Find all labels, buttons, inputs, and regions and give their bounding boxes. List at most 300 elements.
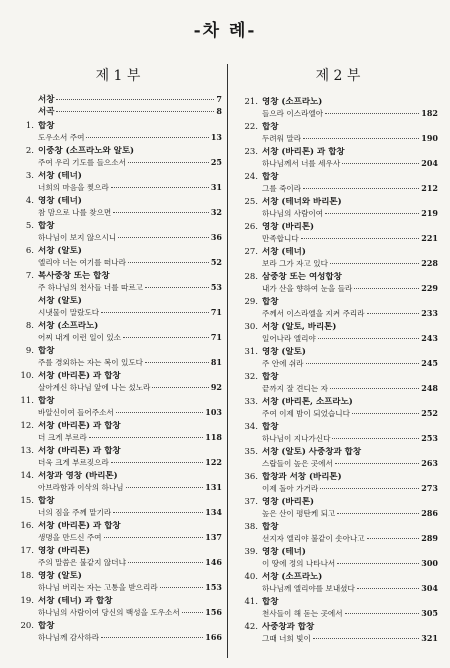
toc-entry-title: 합창 bbox=[262, 422, 279, 432]
dot-leader bbox=[337, 563, 419, 564]
toc-entry-page: 252 bbox=[421, 408, 438, 418]
toc-entry-row bbox=[38, 357, 222, 368]
toc-entry-subtitle: 스랍들이 높은 곳에서 bbox=[262, 459, 333, 468]
toc-entry-title: 서창 (소프라노) bbox=[262, 572, 323, 582]
toc-entry-number: 26. bbox=[244, 222, 258, 232]
toc-entry-number: 5. bbox=[25, 221, 34, 231]
toc-entry-title: 영창 (테너) bbox=[262, 547, 306, 557]
toc-entry bbox=[14, 171, 222, 193]
toc-entry bbox=[238, 447, 438, 469]
toc-entry-subtitle: 살아계신 하나님 앞에 나는 섰노라 bbox=[38, 383, 151, 392]
toc-entry-title: 서창 (바리톤, 소프라노) bbox=[262, 397, 353, 407]
toc-entry-row bbox=[262, 183, 438, 194]
toc-entry bbox=[238, 97, 438, 119]
toc-entry-subtitle: 너희의 마음을 찢으라 bbox=[38, 183, 109, 192]
toc-entry-subtitle: 주 하나님의 천사들 너를 따르고 bbox=[38, 283, 144, 292]
toc-entry bbox=[238, 622, 438, 644]
toc-entry-body bbox=[38, 596, 222, 618]
dot-leader bbox=[113, 512, 203, 513]
toc-entry-row bbox=[262, 508, 438, 519]
toc-entry-number: 32. bbox=[244, 372, 258, 382]
toc-entry-title: 서창 bbox=[38, 95, 55, 105]
toc-entry-body bbox=[262, 547, 438, 569]
toc-entry-number: 8. bbox=[25, 321, 34, 331]
toc-entry bbox=[238, 597, 438, 619]
toc-entry-number: 17. bbox=[20, 546, 34, 556]
dot-leader bbox=[86, 137, 208, 138]
toc-entry-title: 서곡 bbox=[38, 107, 55, 117]
toc-entry bbox=[14, 446, 222, 468]
toc-entry-title: 서창 (바리톤) 과 합창 bbox=[38, 521, 121, 531]
toc-entry-subtitle: 생명을 만드신 주여 bbox=[38, 533, 102, 542]
toc-entry-title: 서창 (바리톤) 과 합창 bbox=[38, 371, 121, 381]
toc-entry-title: 서창 (바리톤) 과 합창 bbox=[38, 421, 121, 431]
toc-entry-page: 253 bbox=[421, 433, 438, 443]
dot-leader bbox=[354, 288, 419, 289]
toc-entry-number: 9. bbox=[25, 346, 34, 356]
toc-entry bbox=[14, 371, 222, 393]
toc-entry bbox=[14, 546, 222, 568]
toc-entry bbox=[14, 496, 222, 518]
toc-entry-page: 103 bbox=[205, 407, 222, 417]
toc-entry-page: 81 bbox=[210, 357, 222, 367]
dot-leader bbox=[313, 638, 419, 639]
toc-entry-body bbox=[38, 246, 222, 268]
toc-entry-title: 복사중창 또는 합창 bbox=[38, 271, 110, 281]
dot-leader bbox=[128, 562, 203, 563]
toc-entry bbox=[14, 121, 222, 143]
toc-entry-page: 7 bbox=[216, 94, 222, 104]
toc-entry-page: 286 bbox=[421, 508, 438, 518]
toc-entry-number: 36. bbox=[244, 472, 258, 482]
toc-entry-page: 118 bbox=[205, 432, 222, 442]
toc-entry-page: 212 bbox=[421, 183, 438, 193]
toc-entry-body bbox=[262, 497, 438, 519]
toc-entry-subtitle: 주여 이제 밤이 되었습니다 bbox=[262, 409, 350, 418]
dot-leader bbox=[104, 537, 204, 538]
toc-entry-subtitle: 바알신이여 들어주소서 bbox=[38, 408, 114, 417]
toc-entry-page: 153 bbox=[205, 582, 222, 592]
toc-entry-body bbox=[262, 272, 438, 294]
toc-entry-number: 35. bbox=[244, 447, 258, 457]
toc-entry-body bbox=[262, 622, 438, 644]
toc-entry-page: 229 bbox=[421, 283, 438, 293]
toc-entry-page: 228 bbox=[421, 258, 438, 268]
toc-entry-number: 14. bbox=[20, 471, 34, 481]
dot-leader bbox=[128, 162, 209, 163]
dot-leader bbox=[337, 513, 419, 514]
part1-heading: 제 1 부 bbox=[95, 68, 141, 84]
toc-entry-subtitle: 하나님께서 너를 세우사 bbox=[262, 159, 341, 168]
toc-entry-page: 245 bbox=[421, 358, 438, 368]
toc-entry-body bbox=[262, 322, 438, 344]
toc-entry-subtitle: 천사들이 해 돋는 곳에서 bbox=[262, 609, 343, 618]
toc-entry bbox=[14, 421, 222, 443]
toc-entry-row bbox=[38, 207, 222, 218]
toc-entry-number: 19. bbox=[20, 596, 34, 606]
toc-entry bbox=[238, 497, 438, 519]
toc-entry-subtitle: 일어나라 엘리야 bbox=[262, 334, 316, 343]
toc-entry-body bbox=[262, 222, 438, 244]
toc-entry bbox=[14, 521, 222, 543]
toc-entry-body bbox=[262, 572, 438, 594]
dot-leader bbox=[101, 637, 203, 638]
toc-entry-row bbox=[262, 308, 438, 319]
toc-entry-row bbox=[38, 507, 222, 518]
toc-entry-title: 합창 bbox=[38, 121, 55, 131]
toc-entry-title: 영창 (소프라노) bbox=[262, 97, 323, 107]
toc-entry-subtitle: 하나님 버리는 자는 고통을 받으리라 bbox=[38, 583, 158, 592]
toc-entry-number: 37. bbox=[244, 497, 258, 507]
toc-entry-subtitle: 하나님께 엘리야를 보내셨다 bbox=[262, 584, 355, 593]
toc-entry-subtitle: 더 크게 부르라 bbox=[38, 433, 87, 442]
toc-entry bbox=[14, 471, 222, 493]
toc-entry-title: 영창 (바리톤) bbox=[262, 497, 315, 507]
dot-leader bbox=[320, 488, 419, 489]
toc-entry-row bbox=[262, 133, 438, 144]
toc-entry-body bbox=[262, 347, 438, 369]
toc-entry-subtitle: 너의 짐을 주께 맡기라 bbox=[38, 508, 112, 517]
dot-leader bbox=[335, 463, 419, 464]
toc-entry-row bbox=[262, 233, 438, 244]
part1-column bbox=[14, 64, 222, 643]
toc-entry-page: 131 bbox=[205, 482, 222, 492]
toc-entry-row bbox=[262, 633, 438, 644]
toc-entry-row bbox=[262, 208, 438, 219]
dot-leader bbox=[303, 138, 419, 139]
toc-entry-number: 12. bbox=[20, 421, 34, 431]
dot-leader bbox=[342, 163, 419, 164]
toc-entry-subtitle: 끝까지 잘 견디는 자 bbox=[262, 384, 328, 393]
toc-entry-body bbox=[262, 397, 438, 419]
toc-entry-number: 21. bbox=[244, 97, 258, 107]
toc-entry-body bbox=[262, 247, 438, 269]
toc-entry bbox=[14, 321, 222, 343]
toc-entry-body bbox=[38, 521, 222, 543]
toc-entry-body bbox=[38, 471, 222, 493]
toc-entry-page: 8 bbox=[216, 106, 222, 116]
toc-entry-body bbox=[38, 106, 222, 118]
toc-entry bbox=[238, 272, 438, 294]
toc-entry-number: 1. bbox=[25, 121, 34, 131]
toc-entry-body bbox=[38, 321, 222, 343]
toc-entry-number: 22. bbox=[244, 122, 258, 132]
toc-entry bbox=[14, 296, 222, 318]
toc-entry-number: 15. bbox=[20, 496, 34, 506]
toc-entry bbox=[238, 397, 438, 419]
toc-entry-page: 25 bbox=[210, 157, 222, 167]
toc-entry-title: 서창 (알토) bbox=[38, 296, 82, 306]
column-divider bbox=[227, 64, 228, 658]
toc-entry-row bbox=[38, 157, 222, 168]
toc-entry-body bbox=[38, 496, 222, 518]
toc-entry bbox=[238, 547, 438, 569]
toc-entry-body bbox=[38, 94, 222, 106]
toc-entry-page: 13 bbox=[210, 132, 222, 142]
toc-entry-page: 219 bbox=[421, 208, 438, 218]
part1-preface-list bbox=[14, 94, 222, 118]
toc-entry-number: 28. bbox=[244, 272, 258, 282]
dot-leader bbox=[101, 312, 209, 313]
toc-entry-subtitle: 엘리야 너는 여기를 떠나라 bbox=[38, 258, 126, 267]
toc-entry-page: 190 bbox=[421, 133, 438, 143]
toc-entry-subtitle: 들으라 이스라엘아 bbox=[262, 109, 324, 118]
toc-entry-row bbox=[262, 358, 438, 369]
toc-entry-body bbox=[38, 371, 222, 393]
toc-entry-page: 304 bbox=[421, 583, 438, 593]
toc-entry-page: 134 bbox=[205, 507, 222, 517]
toc-entry-title: 서창 (알토, 바리톤) bbox=[262, 322, 337, 332]
toc-entry-page: 36 bbox=[210, 232, 222, 242]
toc-entry-body bbox=[262, 422, 438, 444]
toc-entry-title: 사중창과 합창 bbox=[262, 622, 315, 632]
toc-entry-row bbox=[38, 282, 222, 293]
toc-entry-number: 6. bbox=[25, 246, 34, 256]
toc-entry-body bbox=[38, 146, 222, 168]
toc-entry-number: 10. bbox=[20, 371, 34, 381]
toc-entry bbox=[238, 322, 438, 344]
toc-entry-number: 2. bbox=[25, 146, 34, 156]
toc-entry bbox=[14, 571, 222, 593]
toc-entry-page: 71 bbox=[210, 332, 222, 342]
toc-entry-page: 156 bbox=[205, 607, 222, 617]
toc-entry-row bbox=[38, 632, 222, 643]
toc-entry-body bbox=[38, 346, 222, 368]
toc-entry-row bbox=[262, 533, 438, 544]
toc-entry-page: 52 bbox=[210, 257, 222, 267]
toc-entry-title: 합창 bbox=[38, 621, 55, 631]
toc-entry-row bbox=[38, 407, 222, 418]
toc-entry-title: 합창과 서창 (바리톤) bbox=[262, 472, 342, 482]
toc-entry-title: 합창 bbox=[262, 372, 279, 382]
toc-entry bbox=[14, 271, 222, 293]
toc-entry-page: 248 bbox=[421, 383, 438, 393]
toc-entry-subtitle: 높은 산이 평탄케 되고 bbox=[262, 509, 336, 518]
toc-entry-title: 서창 (테너) 과 합창 bbox=[38, 596, 113, 606]
toc-entry-title: 합창 bbox=[38, 221, 55, 231]
toc-entry-subtitle: 만족합니다 bbox=[262, 234, 299, 243]
toc-entry-number: 31. bbox=[244, 347, 258, 357]
dot-leader bbox=[303, 188, 419, 189]
toc-entry-subtitle: 주여 우리 기도를 들으소서 bbox=[38, 158, 126, 167]
dot-leader bbox=[301, 238, 420, 239]
toc-entry bbox=[14, 396, 222, 418]
toc-entry-body bbox=[38, 221, 222, 243]
dot-leader bbox=[306, 363, 420, 364]
toc-entry-page: 243 bbox=[421, 333, 438, 343]
toc-entry-title: 합창 bbox=[262, 597, 279, 607]
part2-column bbox=[238, 64, 438, 644]
toc-entry-title: 합창 bbox=[262, 522, 279, 532]
toc-entry-row bbox=[38, 557, 222, 568]
part2-heading: 제 2 부 bbox=[315, 68, 361, 84]
toc-entry-number: 3. bbox=[25, 171, 34, 181]
dot-leader bbox=[118, 237, 209, 238]
dot-leader bbox=[330, 388, 419, 389]
toc-entry-page: 166 bbox=[205, 632, 222, 642]
toc-entry-number: 33. bbox=[244, 397, 258, 407]
toc-entry bbox=[14, 596, 222, 618]
toc-entry-number: 11. bbox=[20, 396, 34, 406]
toc-entry-subtitle: 더욱 크게 부르짖으라 bbox=[38, 458, 109, 467]
toc-entry-row bbox=[38, 94, 222, 106]
dot-leader bbox=[325, 113, 419, 114]
toc-entry-title: 서창 (바리톤) 과 합창 bbox=[38, 446, 121, 456]
toc-entry-row bbox=[262, 433, 438, 444]
toc-entry-title: 서창과 영창 (바리톤) bbox=[38, 471, 118, 481]
toc-entry-row bbox=[38, 432, 222, 443]
toc-entry bbox=[14, 246, 222, 268]
toc-entry-body bbox=[38, 621, 222, 643]
dot-leader bbox=[330, 263, 419, 264]
toc-entry-number: 27. bbox=[244, 247, 258, 257]
toc-entry-body bbox=[262, 147, 438, 169]
toc-entry-row bbox=[262, 583, 438, 594]
toc-entry-number: 42. bbox=[244, 622, 258, 632]
toc-entry-row bbox=[262, 158, 438, 169]
toc-entry bbox=[238, 422, 438, 444]
toc-entry-subtitle: 주를 경외하는 자는 복이 있도다 bbox=[38, 358, 144, 367]
toc-entry-page: 233 bbox=[421, 308, 438, 318]
toc-entry-title: 합창 bbox=[38, 396, 55, 406]
toc-entry-subtitle: 선지자 엘리야 불같이 솟아나고 bbox=[262, 534, 365, 543]
toc-entry-row bbox=[38, 257, 222, 268]
dot-leader bbox=[357, 588, 419, 589]
toc-entry-subtitle: 주 안에 쉬라 bbox=[262, 359, 304, 368]
toc-entry-title: 영창 (알토) bbox=[262, 347, 306, 357]
toc-entry-body bbox=[38, 446, 222, 468]
toc-entry-row bbox=[262, 558, 438, 569]
toc-entry-title: 서창 (알토) 사중창과 합창 bbox=[262, 447, 362, 457]
toc-entry-title: 영창 (테너) bbox=[38, 196, 82, 206]
toc-entry-page: 263 bbox=[421, 458, 438, 468]
toc-entry-body bbox=[262, 447, 438, 469]
dot-leader bbox=[182, 612, 204, 613]
toc-entry-page: 71 bbox=[210, 307, 222, 317]
toc-entry-number: 38. bbox=[244, 522, 258, 532]
dot-leader bbox=[152, 387, 209, 388]
toc-entry-row bbox=[38, 307, 222, 318]
dot-leader bbox=[123, 337, 209, 338]
toc-entry-subtitle: 주께서 이스라엘을 지켜 주리라 bbox=[262, 309, 365, 318]
toc-entry-subtitle: 하나님께 감사하라 bbox=[38, 633, 100, 642]
toc-entry-page: 53 bbox=[210, 282, 222, 292]
toc-entry-row bbox=[38, 582, 222, 593]
toc-entry-title: 합창 bbox=[262, 172, 279, 182]
toc-entry-row bbox=[38, 482, 222, 493]
toc-entry-row bbox=[38, 106, 222, 118]
toc-entry-title: 영창 (알토) bbox=[38, 571, 82, 581]
toc-entry-row bbox=[38, 382, 222, 393]
toc-entry-number: 24. bbox=[244, 172, 258, 182]
dot-leader bbox=[111, 187, 209, 188]
toc-entry bbox=[14, 196, 222, 218]
toc-entry-body bbox=[38, 546, 222, 568]
toc-entry-row bbox=[262, 383, 438, 394]
toc-entry-title: 서창 (테너) bbox=[262, 247, 306, 257]
dot-leader bbox=[318, 338, 420, 339]
toc-entry-page: 289 bbox=[421, 533, 438, 543]
toc-entry-body bbox=[262, 472, 438, 494]
dot-leader bbox=[128, 262, 209, 263]
toc-entry-subtitle: 참 맘으로 나를 찾으면 bbox=[38, 208, 112, 217]
toc-entry-row bbox=[262, 333, 438, 344]
toc-entry-page: 92 bbox=[210, 382, 222, 392]
toc-entry-page: 31 bbox=[210, 182, 222, 192]
toc-entry-body bbox=[38, 271, 222, 293]
toc-entry-body bbox=[262, 197, 438, 219]
toc-entry-title: 합창 bbox=[262, 297, 279, 307]
toc-entry-number: 20. bbox=[20, 621, 34, 631]
dot-leader bbox=[126, 487, 204, 488]
toc-entry-page: 146 bbox=[205, 557, 222, 567]
toc-entry-title: 합창 bbox=[38, 346, 55, 356]
toc-entry bbox=[14, 94, 222, 106]
toc-entry-row bbox=[262, 483, 438, 494]
toc-entry-number: 34. bbox=[244, 422, 258, 432]
dot-leader bbox=[89, 437, 203, 438]
toc-entry-title: 이중창 (소프라노와 알토) bbox=[38, 146, 135, 156]
page-title: -차 례- bbox=[193, 21, 257, 41]
dot-leader bbox=[332, 438, 419, 439]
toc-entry-subtitle: 주의 말씀은 불같지 않더냐 bbox=[38, 558, 126, 567]
toc-entry bbox=[238, 347, 438, 369]
toc-entry-body bbox=[262, 97, 438, 119]
toc-entry-subtitle: 시냇물이 말랐도다 bbox=[38, 308, 100, 317]
toc-entry-page: 122 bbox=[205, 457, 222, 467]
toc-entry bbox=[238, 172, 438, 194]
toc-entry-row bbox=[38, 182, 222, 193]
toc-entry-number: 25. bbox=[244, 197, 258, 207]
toc-entry-page: 32 bbox=[210, 207, 222, 217]
toc-entry-subtitle: 도우소서 주여 bbox=[38, 133, 85, 142]
dot-leader bbox=[56, 99, 214, 100]
toc-entry-page: 300 bbox=[421, 558, 438, 568]
toc-entry-body bbox=[262, 597, 438, 619]
toc-entry bbox=[238, 522, 438, 544]
toc-entry-row bbox=[262, 458, 438, 469]
toc-entry-subtitle: 하나님의 사람이여 당신의 백성을 도우소서 bbox=[38, 608, 180, 617]
toc-entry-number: 16. bbox=[20, 521, 34, 531]
toc-entry-title: 서창 (테너) bbox=[38, 171, 82, 181]
toc-entry-title: 합창 bbox=[262, 122, 279, 132]
dot-leader bbox=[367, 313, 420, 314]
toc-entry-number: 23. bbox=[244, 147, 258, 157]
toc-entry-row bbox=[38, 607, 222, 618]
toc-entry-subtitle: 보라 그가 자고 있다 bbox=[262, 259, 328, 268]
toc-entry-row bbox=[262, 608, 438, 619]
toc-entry-number: 7. bbox=[25, 271, 34, 281]
toc-entry-page: 273 bbox=[421, 483, 438, 493]
toc-entry bbox=[238, 122, 438, 144]
toc-entry-page: 204 bbox=[421, 158, 438, 168]
toc-entry-number: 29. bbox=[244, 297, 258, 307]
toc-entry-subtitle: 두려워 말라 bbox=[262, 134, 302, 143]
toc-entry-subtitle: 내가 산을 향하여 눈을 들라 bbox=[262, 284, 353, 293]
toc-entry-body bbox=[262, 522, 438, 544]
toc-entry-body bbox=[38, 421, 222, 443]
toc-entry-page: 321 bbox=[421, 633, 438, 643]
toc-entry-body bbox=[38, 121, 222, 143]
toc-entry-title: 합창 bbox=[38, 496, 55, 506]
toc-entry-body bbox=[262, 372, 438, 394]
toc-entry-row bbox=[38, 332, 222, 343]
toc-entry-body bbox=[262, 297, 438, 319]
toc-entry-number: 30. bbox=[244, 322, 258, 332]
toc-entry-title: 서창 (바리톤) 과 합창 bbox=[262, 147, 345, 157]
dot-leader bbox=[116, 412, 204, 413]
toc-entry bbox=[238, 372, 438, 394]
